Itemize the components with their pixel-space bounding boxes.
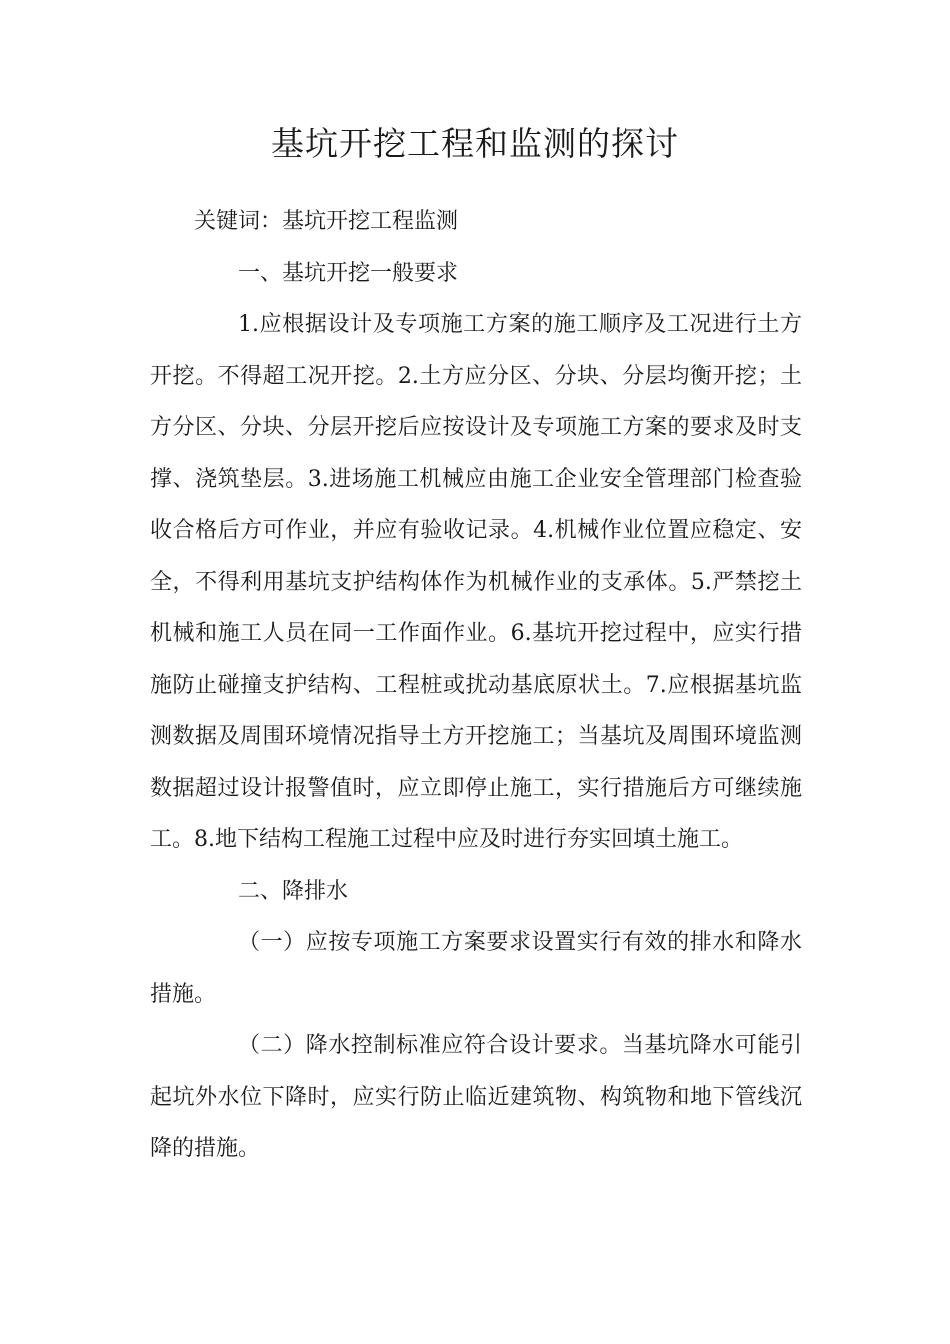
section1-heading: 一、基坑开挖一般要求 xyxy=(238,260,459,286)
section2-item-2: （二）降水控制标准应符合设计要求。当基坑降水可能引起坑外水位下降时，应实行防止临近建筑物、构筑物和地下管线沉降的措施。 xyxy=(150,1033,802,1161)
section2-heading: 二、降排水 xyxy=(238,878,349,904)
section1-paragraph: 1.应根据设计及专项施工方案的施工顺序及工况进行土方开挖。不得超工况开挖。2.土方应分区、分块、分层均衡开挖；土方分区、分块、分层开挖后应按设计及专项施工方案的要求及时支撑、浇筑垫层。3.进场施工机械应由施工企业安全管理部门检查验收合格后方可作业，并应有验收记录。4.机械作业位置应稳定、安全，不得利用基坑支护结构体作为机械作业的支承体。5.严禁挖土机械和施工人员在同一工作面作业。6.基坑开挖过程中，应实行措施防止碰撞支护结构、工程桩或扰动基底原状土。7.应根据基坑监测数据及周围环境情况指导土方开挖施工；当基坑及周围环境监测数据超过设计报警值时，应立即停止施工，实行措施后方可继续施工。8.地下结构工程施工过程中应及时进行夯实回填土施工。 xyxy=(150,312,802,852)
keywords-line: 关键词：基坑开挖工程监测 xyxy=(194,209,459,234)
section2-item-1: （一）应按专项施工方案要求设置实行有效的排水和降水措施。 xyxy=(150,930,802,1007)
document-title: 基坑开挖工程和监测的探讨 xyxy=(271,124,679,163)
document-body xyxy=(150,196,802,1175)
